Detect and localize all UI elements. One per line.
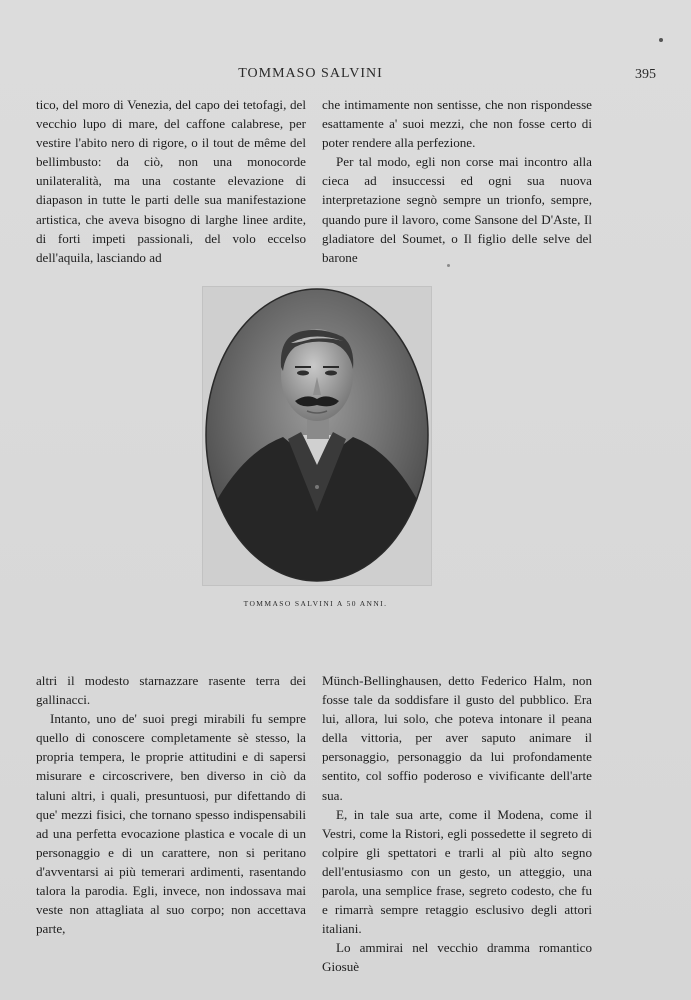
photo-caption: TOMMASO SALVINI A 50 ANNI. [243, 599, 388, 608]
running-title: TOMMASO SALVINI [238, 66, 383, 81]
text-column-bottom-right [322, 671, 592, 977]
text-column-bottom-left [36, 671, 306, 938]
paragraph: altri il modesto starnazzare rasente terra dei gallinacci. [36, 673, 306, 708]
portrait-illustration [203, 287, 431, 585]
paragraph: Per tal modo, egli non corse mai incontro alla cieca ad insuccessi ed ogni sua nuova interpretazione segnò sempre un trionfo, sempre, quando pure il lavoro, come Sansone del D'Aste, Il gladiatore del Soumet, o Il figlio delle selve del barone [322, 154, 592, 265]
text-column-top-left [36, 95, 306, 267]
speck [447, 264, 450, 267]
text-column-top-right [322, 95, 592, 267]
paragraph: Intanto, uno de' suoi pregi mirabili fu sempre quello di conoscere completamente sè stesso, la propria tempera, le proprie attitudini e di sapersi misurare e circoscrivere, ben diverso in ciò da taluni altri, i quali, presuntuosi, pur difettando di que' mezzi fisici, che tornano spesso indispensabili ad una perfetta evocazione plastica e vocale di un personaggio e di un carattere, non si peritano d'avventarsi ai più temerari ardimenti, rasentando talora la parodia. Egli, invece, non indossava mai veste non attagliata al suo corpo; non accettava parte, [36, 711, 306, 937]
speck [659, 38, 663, 42]
page-header [40, 66, 656, 84]
page-number: 395 [635, 67, 656, 82]
paragraph: Lo ammirai nel vecchio dramma romantico Giosuè [322, 940, 592, 975]
portrait-photo [202, 286, 432, 586]
paragraph: che intimamente non sentisse, che non rispondesse esattamente a' suoi mezzi, che non fosse certo di poter rendere alla perfezione. [322, 97, 592, 151]
paragraph: tico, del moro di Venezia, del capo dei tetofagi, del vecchio lupo di mare, del caffone calabrese, per vestire l'abito nero di rigore, o il tout de même del bellimbusto: da ciò, non una monocorde unilateralità, ma una costante elevazione di diapason in tutte le parti delle sua manifestazione artistica, che aveva bisogno di larghe linee ardite, di forti impeti passionali, del volo eccelso dell'aquila, lasciando ad [36, 97, 306, 265]
paragraph: E, in tale sua arte, come il Modena, come il Vestri, come la Ristori, egli possedette il segreto di colpire gli spettatori e trarli al più alto segno dell'entusiasmo con un gesto, un atteggio, una parola, una semplice frase, segreto codesto, che fu e rimarrà sempre retaggio esclusivo degli attori italiani. [322, 806, 592, 937]
paragraph: Münch-Bellinghausen, detto Federico Halm, non fosse tale da soddisfare il gusto del pubblico. Era lui, allora, lui solo, che poteva intonare il peana della vittoria, per aver saputo animare il personaggio, personaggio da lui profondamente sentito, col soffio poderoso e vivificante dell'arte sua. [322, 673, 592, 803]
